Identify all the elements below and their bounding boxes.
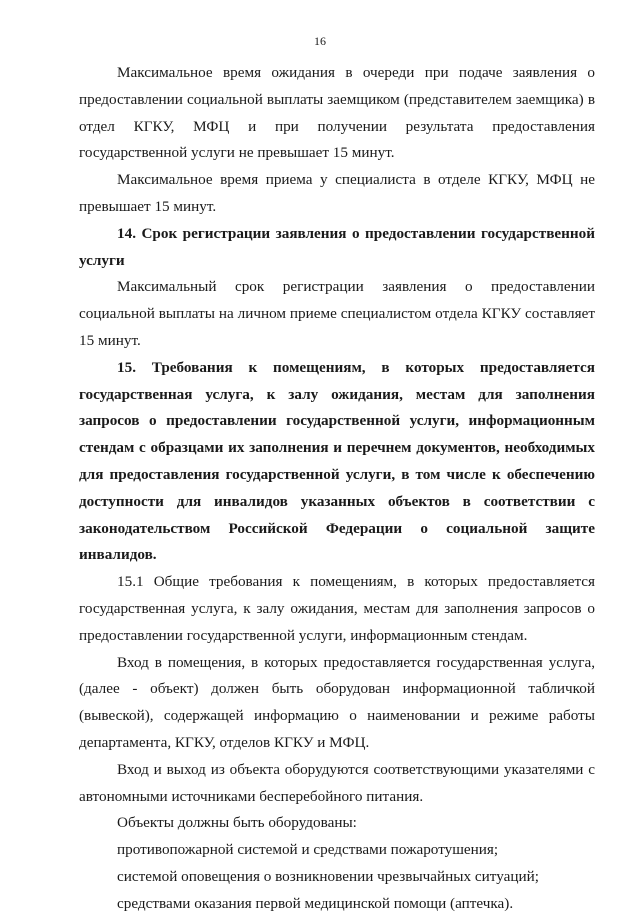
section-heading-15: 15. Требования к помещениям, в которых предоставляется государственная услуга, к залу ожидания, местам для заполнения запросов о предоставлении государственной услуги, информационным стендам с образцами их заполнения и перечнем документов, необходимых для предоставления государственной услуги, в том числе к обеспечению доступности для инвалидов указанных объектов в соответствии с законодательством Российской Федерации о социальной защите инвалидов. bbox=[79, 358, 595, 564]
paragraph-queue-waiting-time: Максимальное время ожидания в очереди при подаче заявления о предоставлении социальной выплаты заемщиком (представителем заемщика) в отдел КГКУ, МФЦ и при получении результата предоставления государственной услуги не превышает 15 минут. bbox=[79, 64, 595, 162]
section-heading-14: 14. Срок регистрации заявления о предоставлении государственной услуги bbox=[79, 224, 595, 269]
paragraph-entrance-signage: Вход в помещения, в которых предоставляется государственная услуга, (далее - объект) должен быть оборудован информационной табличкой (вывеской), содержащей информацию о наименовании и режиме работы департамента, КГКУ, отделов КГКУ и МФЦ. bbox=[79, 653, 595, 751]
paragraph-registration-time: Максимальный срок регистрации заявления о предоставлении социальной выплаты на личном приеме специалистом отдела КГКУ составляет 15 минут. bbox=[79, 278, 595, 349]
document-body bbox=[79, 60, 595, 918]
page-number: 16 bbox=[314, 34, 326, 48]
paragraph-entry-exit-signs: Вход и выход из объекта оборудуются соответствующими указателями с автономными источниками бесперебойного питания. bbox=[79, 760, 595, 805]
paragraph-equipment-intro: Объекты должны быть оборудованы: bbox=[117, 814, 357, 832]
paragraph-15-1-general-requirements: 15.1 Общие требования к помещениям, в которых предоставляется государственная услуга, к залу ожидания, местам для заполнения запросов о предоставлении государственной услуги, информационным стендам. bbox=[79, 573, 595, 644]
list-item-emergency-alert: системой оповещения о возникновении чрезвычайных ситуаций; bbox=[117, 867, 539, 885]
list-item-first-aid: средствами оказания первой медицинской помощи (аптечка). bbox=[117, 894, 514, 912]
paragraph-reception-time: Максимальное время приема у специалиста в отделе КГКУ, МФЦ не превышает 15 минут. bbox=[79, 171, 595, 215]
list-item-fire-system: противопожарной системой и средствами пожаротушения; bbox=[117, 841, 499, 859]
